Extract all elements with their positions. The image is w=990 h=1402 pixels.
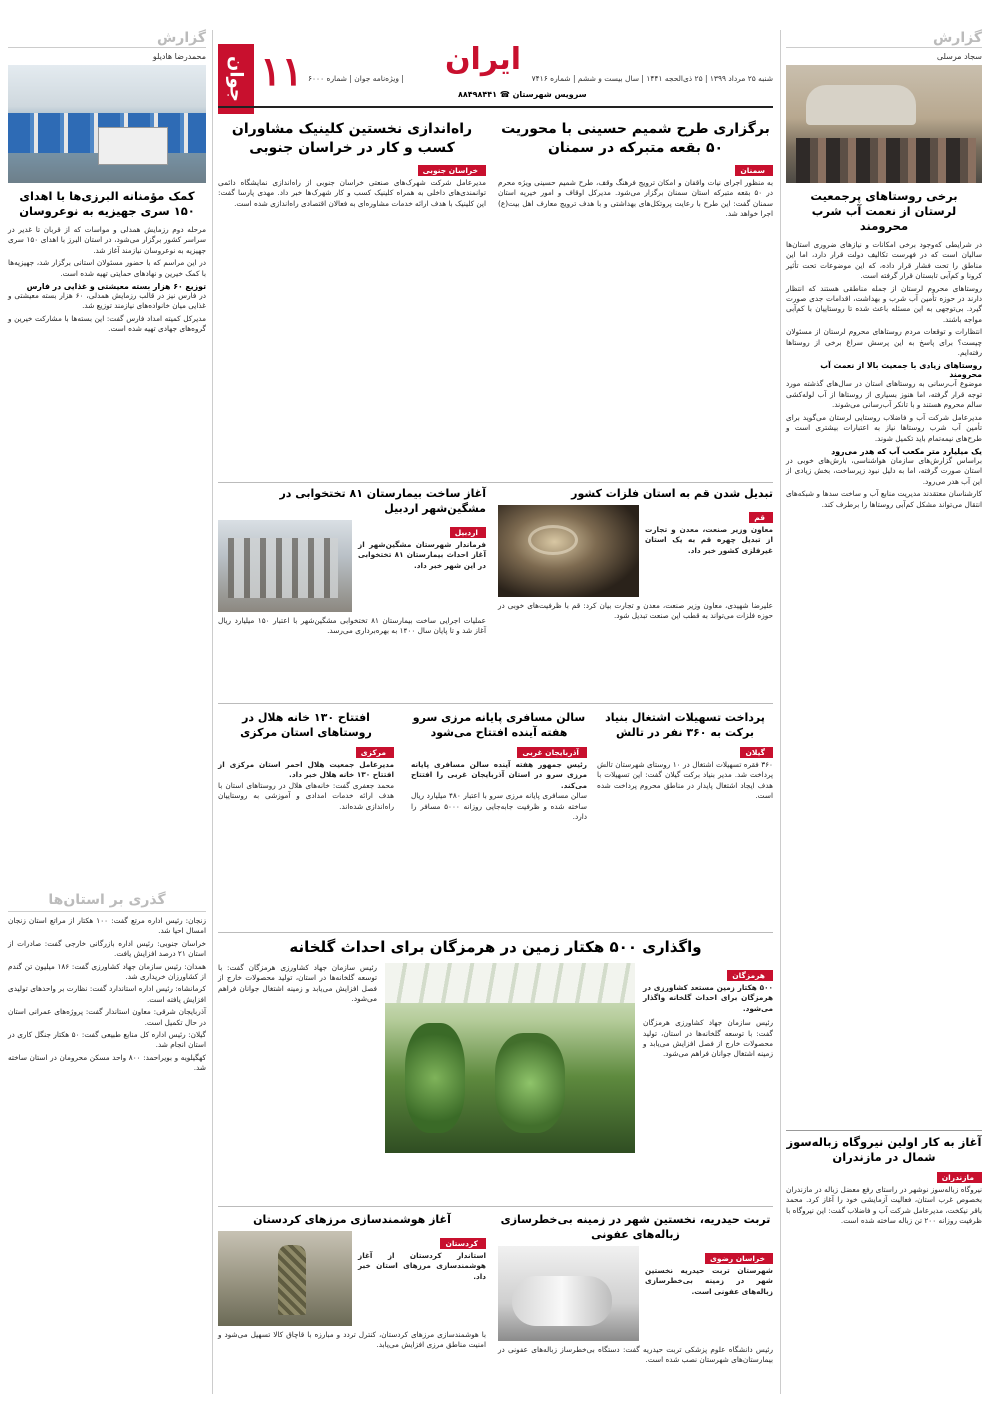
gilan-story: [597, 710, 773, 802]
briefs-list: [8, 916, 206, 1074]
service-line: سرویس شهرستان ☎ ۸۸۴۹۸۴۴۱: [458, 90, 587, 99]
lead-headline: کمک مؤمنانه البرزی‌ها با اهدای ۱۵۰ سری جهیزیه به نوعروسان: [19, 189, 195, 218]
khorasan-south-story: [218, 120, 486, 209]
lead-photo: [8, 65, 206, 183]
mazandaran-story: [786, 1126, 982, 1227]
hormozgan-tag: هرمزگان: [727, 970, 773, 981]
ardabil-story: [218, 486, 486, 637]
ardabil-body: عملیات اجرایی ساخت بیمارستان ۸۱ تختخوابی مشگین‌شهر با اعتبار ۱۵۰ میلیارد ریال آغاز شد و تا پایان سال ۱۴۰۰ به بهره‌برداری می‌رسد.: [218, 616, 487, 636]
briefs-banner-label: گذری بر استان‌ها: [48, 891, 166, 908]
brief-item: زنجان: رئیس اداره مرتع گفت: ۱۰۰ هکتار از مراتع استان زنجان امسال احیا شد.: [8, 916, 206, 936]
brief-item: کهگیلویه و بویراحمد: ۸۰۰ واحد مسکن محرومان در استان ساخته شد.: [8, 1052, 206, 1073]
khorasan-south-headline: راه‌اندازی نخستین کلینیک مشاوران کسب و کار در خراسان جنوبی: [231, 121, 473, 156]
report-banner: [8, 28, 206, 48]
supplement-logo: [218, 44, 254, 114]
kurdistan-story: [218, 1212, 486, 1351]
section-rule: [218, 932, 773, 933]
gilan-headline: پرداخت تسهیلات اشتغال بنیاد برکت به ۳۶۰ نفر در تالش: [605, 711, 765, 739]
mazandaran-body: نیروگاه زباله‌سوز نوشهر در راستای رفع معضل زباله در مازندران بخصوص غرب استان، فعالیت آزمایشی خود را آغاز کرد. محمد باقر نیکخت، مدیرعامل شرکت آب و فاضلاب گفت: این نیروگاه با ظرفیت روزانه ۲۰۰ تن زباله ساخته شده است.: [786, 1185, 982, 1226]
qom-tag: قم: [749, 512, 773, 523]
markazi-story: [218, 710, 394, 812]
gilan-body: ۳۶۰ فقره تسهیلات اشتغال در ۱۰ روستای شهرستان تالش پرداخت شد. مدیر بنیاد برکت گیلان گفت: این تسهیلات با هدف ایجاد اشتغال پایدار در مناطق محروم پرداخت شده است.: [597, 760, 773, 801]
kurdistan-byline: استاندار کردستان از آغاز هوشمندسازی مرزهای استان خبر داد.: [358, 1251, 486, 1281]
khorasan-razavi-headline: تربت حیدریه، نخستین شهر در زمینه بی‌خطرسازی زباله‌های عفونی: [500, 1213, 771, 1241]
brief-item: گیلان: رئیس اداره کل منابع طبیعی گفت: ۵۰ هکتار جنگل کاری در استان انجام شد.: [8, 1030, 206, 1050]
center-area: [218, 120, 773, 1394]
brief-item: کرمانشاه: رئیس اداره استاندارد گفت: نظارت بر واحدهای تولیدی افزایش یافته است.: [8, 984, 206, 1004]
qom-headline: تبدیل شدن قم به استان فلزات کشور: [571, 487, 773, 500]
khorasan-razavi-body: رئیس دانشگاه علوم پزشکی تربت حیدریه گفت: دستگاه بی‌خطرساز زباله‌های عفونی در بیمارستان‌های شهرستان نصب شده است.: [498, 1345, 773, 1365]
report-banner-label: گزارش: [932, 29, 982, 46]
lead-body: مرحله دوم رزمایش همدلی و مواسات که از قربان تا غدیر در سراسر کشور برگزار می‌شود، در استان البرز با اهدای ۱۵۰ سری جهیزیه به نوعروسان نیازمند آغاز شد. در این مراسم که با حضور مسئولان استانی برگزار شد، جهیزیه‌ها با کمک خیرین و نهادهای حمایتی تهیه شده است.: [8, 225, 206, 278]
brief-item: همدان: رئیس سازمان جهاد کشاورزی گفت: ۱۸۶ میلیون تن گندم از کشاورزان خریداری شد.: [8, 961, 206, 982]
body-block: موضوع آب‌رسانی به روستاهای استان در سال‌های گذشته مورد توجه قرار گرفته، اما هنوز بسیاری از روستاها از آب لوله‌کشی سالم محروم هستند و با تانکر آب‌رسانی می‌شوند. مدیرعامل شرکت آب و فاضلاب روستایی لرستان می‌گوید برای تأمین آب شرب روستاها نیاز به اعتبارات بیشتری است و طرح‌های نیمه‌تمام باید تکمیل شوند.: [786, 379, 982, 443]
brief-item: آذربایجان شرقی: معاون استاندار گفت: پروژه‌های عمرانی استان در حال تکمیل است.: [8, 1007, 206, 1027]
qom-body: علیرضا شهیدی، معاون وزیر صنعت، معدن و تجارت بیان کرد: قم با ظرفیت‌های خوبی در حوزه فلزات می‌تواند به قطب این صنعت تبدیل شود.: [498, 601, 773, 621]
hormozgan-byline: ۵۰۰ هکتار زمین مستعد کشاورزی در هرمزگان برای احداث گلخانه واگذار می‌شود.: [643, 983, 773, 1013]
west-azar-byline: رئیس جمهور هفته آینده سالن مسافری پایانه مرزی سرو در استان آذربایجان غربی را افتتاح می‌کند.: [411, 760, 587, 790]
section-rule: [218, 482, 773, 483]
kurdistan-headline: آغاز هوشمندسازی مرزهای کردستان: [253, 1213, 451, 1226]
right-column: [786, 28, 982, 1394]
ardabil-headline: آغاز ساخت بیمارستان ۸۱ تختخوابی در مشگین‌شهر اردبیل: [279, 487, 486, 515]
markazi-tag: مرکزی: [356, 747, 394, 758]
qom-byline: معاون وزیر صنعت، معدن و تجارت از تبدیل چهره قم به یک استان غیرفلزی کشور خبر داد.: [645, 525, 773, 555]
author: محمدرضا هادیلو: [152, 52, 206, 61]
kurdistan-tag: کردستان: [440, 1238, 486, 1249]
hormozgan-headline: واگذاری ۵۰۰ هکتار زمین در هرمزگان برای احداث گلخانه: [289, 938, 702, 956]
supplement-name: جوان: [225, 56, 247, 102]
body-block: براساس گزارش‌های سازمان هواشناسی، بارش‌های خوبی در استان صورت گرفته، اما به دلیل نبود زیرساخت، بخش زیادی از این آب هدر می‌رود. کارشناسان معتقدند مدیریت منابع آب و ساخت سدها و شبکه‌های انتقال می‌تواند مشکل کم‌آبی روستاها را برطرف کند.: [786, 455, 982, 509]
masthead-rule: [218, 106, 773, 108]
markazi-headline: افتتاح ۱۳۰ خانه هلال در روستاهای استان مرکزی: [240, 711, 372, 739]
left-column: [8, 28, 206, 1394]
ardabil-byline: فرماندار شهرستان مشگین‌شهر از آغاز احداث بیمارستان ۸۱ تختخوابی در این شهر خبر داد.: [358, 540, 486, 570]
ardabil-tag: اردبیل: [450, 527, 486, 538]
subhead: روستاهای زیادی با جمعیت بالا از نعمت آب محرومند: [820, 361, 982, 380]
briefs-section: [8, 888, 206, 1076]
subhead: یک میلیارد متر مکعب آب که هدر می‌رود: [831, 446, 982, 456]
khorasan-south-tag: خراسان جنوبی: [418, 165, 486, 176]
kurdistan-body: با هوشمندسازی مرزهای کردستان، کنترل تردد و مبارزه با قاچاق کالا تسهیل می‌شود و امنیت مناطق مرزی افزایش می‌یابد.: [218, 1330, 486, 1350]
section-rule: [218, 1206, 773, 1207]
author: سجاد مرسلی: [936, 52, 982, 61]
khorasan-razavi-tag: خراسان رضوی: [705, 1253, 773, 1264]
masthead: [218, 38, 773, 116]
gilan-tag: گیلان: [740, 747, 773, 758]
west-azar-tag: آذربایجان غربی: [517, 747, 587, 758]
date-line: شنبه ۲۵ مرداد ۱۳۹۹ | ۲۵ ذی‌الحجه ۱۴۴۱ | سال بیست و ششم | شماره ۷۴۱۶: [531, 74, 773, 83]
brief-item: خراسان جنوبی: رئیس اداره بازرگانی خارجی گفت: صادرات از استان ۲۱ درصد افزایش یافت.: [8, 938, 206, 959]
hormozgan-body: رئیس سازمان جهاد کشاورزی هرمزگان گفت: با توسعه گلخانه‌ها در استان، تولید محصولات خارج از فصل افزایش می‌یابد و زمینه اشتغال جوانان فراهم می‌شود.: [643, 1018, 773, 1059]
qom-story: [498, 486, 773, 622]
paper-logo: ایران: [444, 42, 522, 77]
lead-body: در شرایطی که‌وجود برخی امکانات و نیازهای ضروری استان‌ها سالیان است که در فهرست تکالیف دولت قرار دارد، اما این مناطق را تحت فشار قرار داده، که این موضوعات تحت تأثیر کرونا و کم‌آبی تابستان قرار گرفته است. روستاهای محروم لرستان از جمله مناطقی هستند که انتظار دارند در حوزه تأمین آب شرب و بهداشت، اقدامات جدی صورت گیرد. بی‌توجهی به این مسئله باعث شده تا روستاییان با کم‌آبی مواجه باشند. انتظارات و توقعات مردم روستاهای محروم لرستان از مسئولان چیست؟ برای پاسخ به این پرسش سراغ برخی از روستاها رفته‌ایم.: [786, 240, 982, 358]
page-number: ۱۱: [260, 48, 303, 95]
supplement-line: | ویژه‌نامه جوان | شماره ۶۰۰۰: [308, 74, 404, 83]
column-divider: [212, 30, 213, 1394]
hormozgan-story: [218, 938, 773, 1153]
kurdistan-photo: [218, 1231, 352, 1326]
semnan-body: به منظور اجرای نیات واقفان و امکان ترویج فرهنگ وقف، طرح شمیم حسینی ویژه محرم در ۵۰ بقعه متبرکه استان سمنان برگزار می‌شود. مدیرکل اوقاف و امور خیریه استان سمنان گفت: این طرح با رعایت پروتکل‌های بهداشتی و با هدف ترویج معارف اهل بیت(ع) اجرا خواهد شد.: [498, 178, 774, 219]
markazi-byline: مدیرعامل جمعیت هلال احمر استان مرکزی از افتتاح ۱۳۰ خانه هلال خبر داد.: [218, 760, 394, 780]
ardabil-photo: [218, 520, 352, 612]
mazandaran-headline: آغاز به کار اولین نیروگاه زباله‌سوز شمال در مازندران: [786, 1135, 982, 1164]
subhead: توزیع ۶۰ هزار بسته معیشتی و غذایی در فارس: [26, 282, 206, 292]
khorasan-razavi-photo: [498, 1246, 639, 1341]
hormozgan-photo: [385, 963, 635, 1153]
column-divider: [780, 30, 781, 1394]
report-banner: [786, 28, 982, 48]
markazi-body: محمد جعفری گفت: خانه‌های هلال در روستاهای استان با هدف ارائه خدمات امدادی و آموزشی به روستاییان راه‌اندازی شده‌اند.: [218, 780, 394, 811]
body-block: در فارس نیز در قالب رزمایش همدلی، ۶۰ هزار بسته معیشتی و غذایی میان خانواده‌های نیازمند توزیع شد. مدیرکل کمیته امداد فارس گفت: این بسته‌ها با مشارکت خیرین و گروه‌های جهادی تهیه شده است.: [8, 291, 206, 334]
mazandaran-tag: مازندران: [937, 1172, 982, 1183]
section-rule: [218, 703, 773, 704]
report-banner-label: گزارش: [156, 29, 206, 46]
lead-photo: [786, 65, 982, 183]
semnan-story: [498, 120, 773, 220]
qom-photo: [498, 505, 639, 597]
hormozgan-body-continued: رئیس سازمان جهاد کشاورزی هرمزگان گفت: با توسعه گلخانه‌ها در استان، تولید محصولات خارج از فصل افزایش می‌یابد و زمینه اشتغال جوانان فراهم می‌شود.: [218, 963, 377, 1004]
west-azar-body: سالن مسافری پایانه مرزی سرو با اعتبار ۴۸۰ میلیارد ریال ساخته شده و ظرفیت جابه‌جایی روزانه ۵۰۰۰ مسافر را دارد.: [411, 791, 587, 822]
west-azar-headline: سالن مسافری پایانه مرزی سرو هفته آینده افتتاح می‌شود: [412, 711, 586, 739]
semnan-headline: برگزاری طرح شمیم حسینی با محوریت ۵۰ بقعه متبرکه در سمنان: [501, 121, 770, 156]
khorasan-south-body: مدیرعامل شرکت شهرک‌های صنعتی خراسان جنوبی از راه‌اندازی نمایشگاه دائمی توانمندی‌های داخلی به همراه کلینیک کسب و کار شهرک‌ها خبر داد. مهدی پارسا گفت: این کلینیک با هدف ارائه خدمات مشاوره‌ای به فعالان اقتصادی راه‌اندازی شده است.: [218, 178, 486, 208]
briefs-banner: [8, 888, 206, 912]
west-azar-story: [411, 710, 587, 822]
khorasan-razavi-story: [498, 1212, 773, 1366]
khorasan-razavi-byline: شهرستان تربت حیدریه نخستین شهر در زمینه بی‌خطرسازی زباله‌های عفونی است.: [645, 1266, 773, 1296]
semnan-tag: سمنان: [735, 165, 773, 176]
lead-headline: برخی روستاهای پرجمعیت لرستان از نعمت آب شرب محرومند: [810, 189, 958, 233]
